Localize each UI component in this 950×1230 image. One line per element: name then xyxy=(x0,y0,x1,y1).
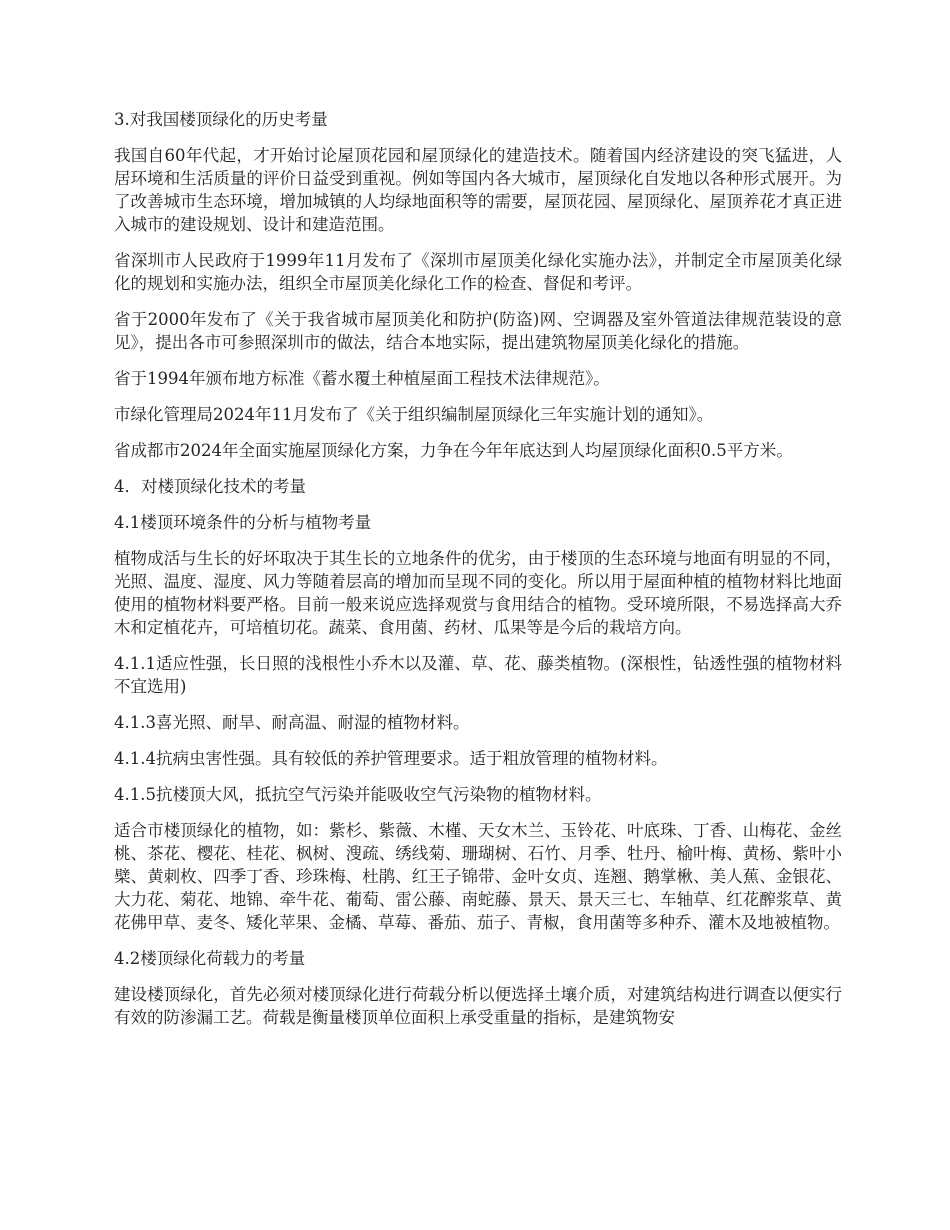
paragraph-4-1-5: 4.1.5抗楼顶大风，抵抗空气污染并能吸收空气污染物的植物材料。 xyxy=(114,785,602,804)
paragraph-plant-growth: 植物成活与生长的好坏取决于其生长的立地条件的优劣，由于楼顶的生态环境与地面有明显的不同，光照、温度、湿度、风力等随着层高的增加而呈现不同的变化。所以用于屋面种植的植物材料比地面使用的植物材料要严格。目前一般来说应选择观赏与食用结合的植物。受环境所限，不易选择高大乔木和定植花卉，可培植切花。蔬菜、食用菌、药材、瓜果等是今后的栽培方向。 xyxy=(114,549,842,637)
paragraph-load-analysis: 建设楼顶绿化，首先必须对楼顶绿化进行荷载分析以便选择土壤介质，对建筑结构进行调查以便实行有效的防渗漏工艺。荷载是衡量楼顶单位面积上承受重量的指标，是建筑物安 xyxy=(114,985,842,1027)
paragraph-4-1-4: 4.1.4抗病虫害性强。具有较低的养护管理要求。适于粗放管理的植物材料。 xyxy=(114,749,668,768)
section-heading-4: 4．对楼顶绿化技术的考量 xyxy=(114,477,306,496)
section-heading-3: 3.对我国楼顶绿化的历史考量 xyxy=(114,110,328,129)
document-page xyxy=(114,108,842,1042)
paragraph-history-overview: 我国自60年代起，才开始讨论屋顶花园和屋顶绿化的建造技术。随着国内经济建设的突飞猛进，人居环境和生活质量的评价日益受到重视。例如等国内各大城市，屋顶绿化自发地以各种形式展开。为了改善城市生态环境，增加城镇的人均绿地面积等的需要，屋顶花园、屋顶绿化、屋顶养花才真正进入城市的建设规划、设计和建造范围。 xyxy=(114,146,842,234)
paragraph-province-2000: 省于2000年发布了《关于我省城市屋顶美化和防护(防盗)网、空调器及室外管道法律规范装设的意见》，提出各市可参照深圳市的做法，结合本地实际，提出建筑物屋顶美化绿化的措施。 xyxy=(114,310,842,352)
paragraph-standard-1994: 省于1994年颁布地方标准《蓄水覆土种植屋面工程技术法律规范》。 xyxy=(114,369,610,388)
paragraph-plant-list: 适合市楼顶绿化的植物，如：紫杉、紫薇、木槿、天女木兰、玉铃花、叶底珠、丁香、山梅花、金丝桃、茶花、樱花、桂花、枫树、溲疏、绣线菊、珊瑚树、石竹、月季、牡丹、榆叶梅、黄杨、紫叶小檗、黄刺枚、四季丁香、珍珠梅、杜鹃、红王子锦带、金叶女贞、连翘、鹅掌楸、美人蕉、金银花、大力花、菊花、地锦、牵牛花、葡萄、雷公藤、南蛇藤、景天、景天三七、车轴草、红花醡浆草、黄花佛甲草、麦冬、矮化苹果、金橘、草莓、番茄、茄子、青椒，食用菌等多种乔、灌木及地被植物。 xyxy=(114,821,842,932)
section-heading-4-2: 4.2楼顶绿化荷载力的考量 xyxy=(114,949,306,968)
paragraph-chengdu-2024: 省成都市2024年全面实施屋顶绿化方案，力争在今年年底达到人均屋顶绿化面积0.5平方米。 xyxy=(114,441,793,460)
paragraph-shenzhen-1999: 省深圳市人民政府于1999年11月发布了《深圳市屋顶美化绿化实施办法》，并制定全市屋顶美化绿化的规划和实施办法，组织全市屋顶美化绿化工作的检查、督促和考评。 xyxy=(114,251,842,293)
paragraph-4-1-1: 4.1.1适应性强，长日照的浅根性小乔木以及灌、草、花、藤类植物。(深根性，钻透性强的植物材料不宜选用) xyxy=(114,654,842,696)
paragraph-4-1-3: 4.1.3喜光照、耐旱、耐高温、耐湿的植物材料。 xyxy=(114,713,470,732)
section-heading-4-1: 4.1楼顶环境条件的分析与植物考量 xyxy=(114,513,372,532)
paragraph-bureau-2024: 市绿化管理局2024年11月发布了《关于组织编制屋顶绿化三年实施计划的通知》。 xyxy=(114,405,714,424)
